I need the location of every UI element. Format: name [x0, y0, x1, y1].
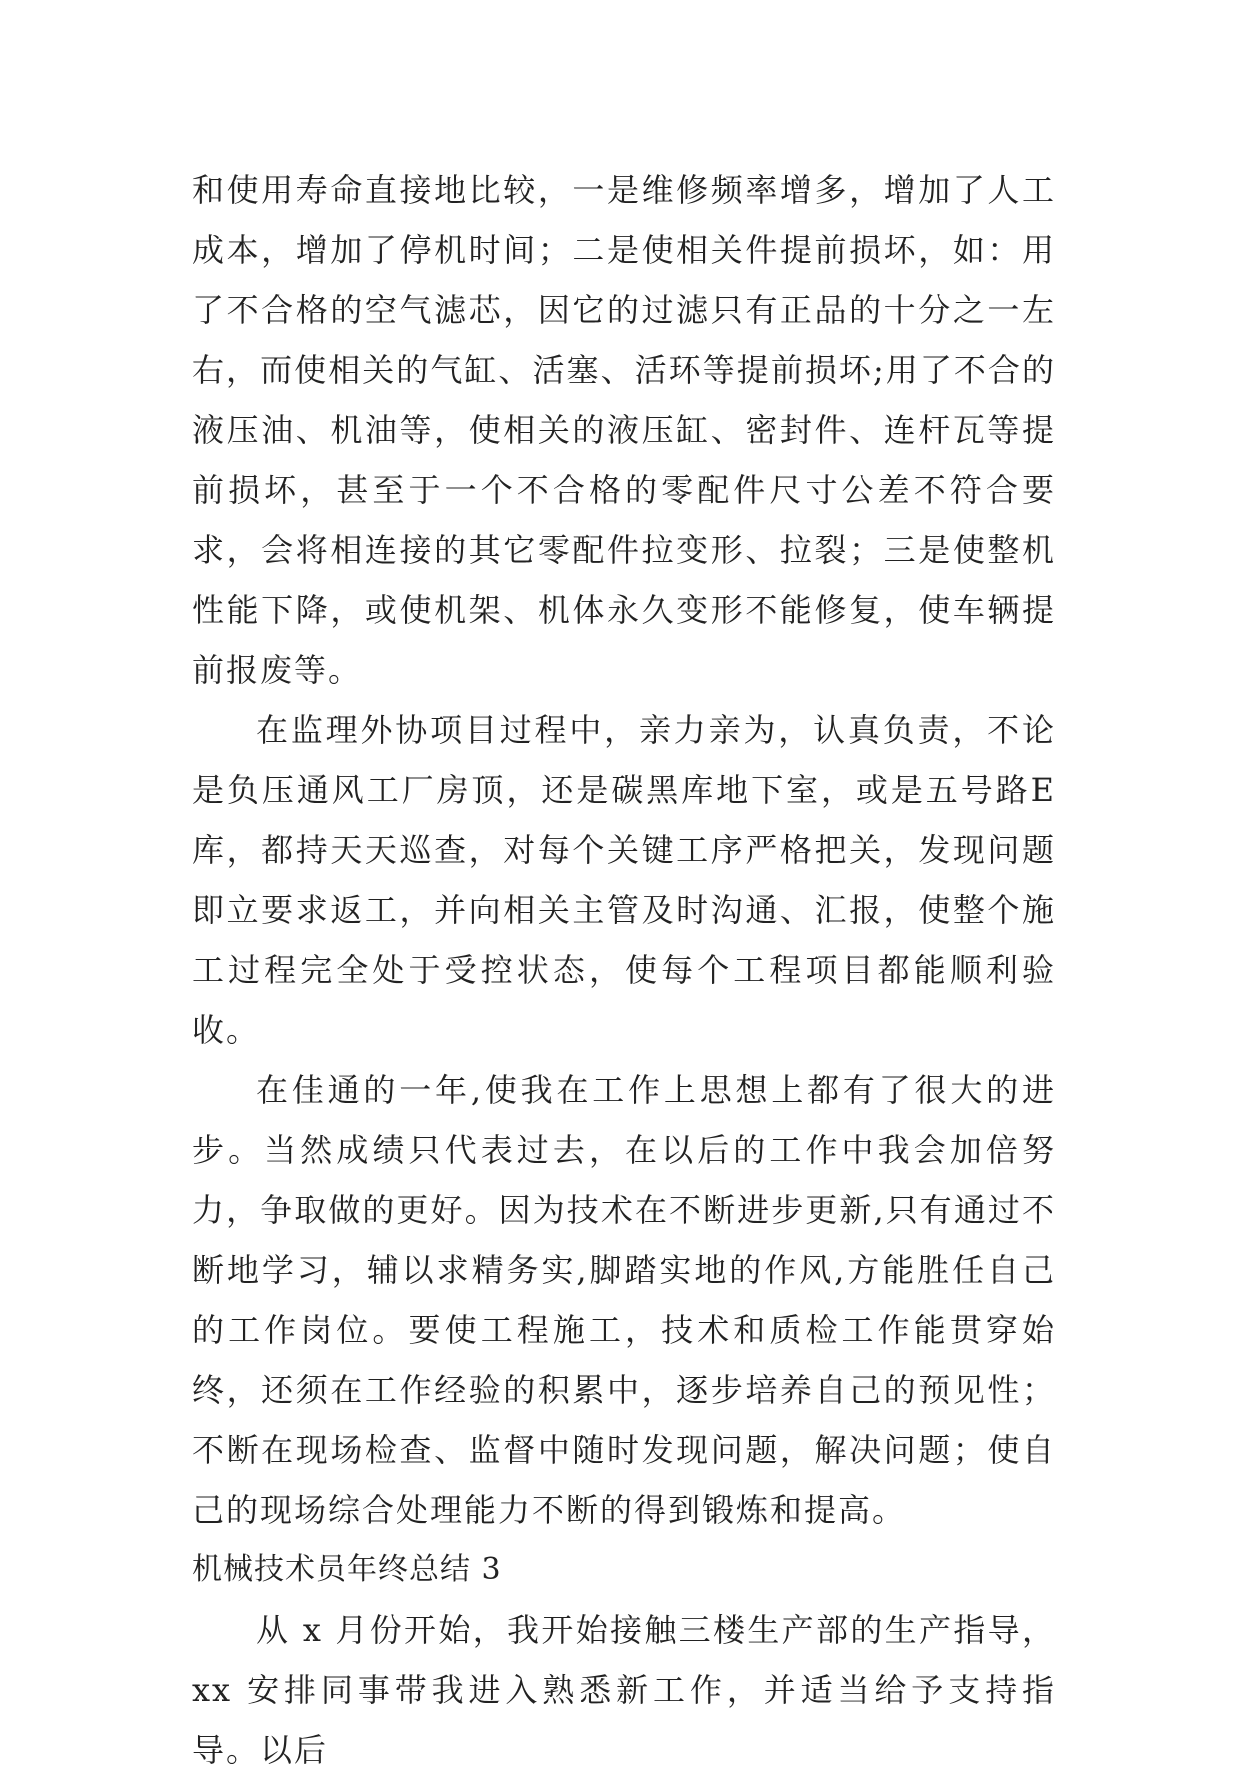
paragraph-progress: 在佳通的一年,使我在工作上思想上都有了很大的进步。当然成绩只代表过去，在以后的工作中我会加倍努力，争取做的更好。因为技术在不断进步更新,只有通过不断地学习，辅以求精务实,脚踏实地的作风,方能胜任自己的工作岗位。要使工程施工，技术和质检工作能贯穿始终，还须在工作经验的积累中，逐步培养自己的预见性；不断在现场检查、监督中随时发现问题，解决问题；使自己的现场综合处理能力不断的得到锻炼和提高。 [192, 1071, 1056, 1529]
paragraph-continuation: 和使用寿命直接地比较，一是维修频率增多，增加了人工成本，增加了停机时间；二是使相关件提前损坏，如：用了不合格的空气滤芯，因它的过滤只有正品的十分之一左右，而使相关的气缸、活塞、活环等提前损坏;用了不合的液压油、机油等，使相关的液压缸、密封件、连杆瓦等提前损坏，甚至于一个不合格的零配件尺寸公差不符合要求，会将相连接的其它零配件拉变形、拉裂；三是使整机性能下降，或使机架、机体永久变形不能修复，使车辆提前报废等。 [192, 171, 1056, 689]
paragraph-supervision: 在监理外协项目过程中，亲力亲为，认真负责，不论是负压通风工厂房顶，还是碳黑库地下室，或是五号路E库，都持天天巡查，对每个关键工序严格把关，发现问题即立要求返工，并向相关主管及时沟通、汇报，使整个施工过程完全处于受控状态，使每个工程项目都能顺利验收。 [192, 711, 1056, 1049]
document-body [192, 160, 1056, 1780]
section-title: 机械技术员年终总结 3 [192, 1552, 502, 1587]
paragraph-section-3: 从 x 月份开始，我开始接触三楼生产部的生产指导，xx 安排同事带我进入熟悉新工作，并适当给予支持指导。以后 [192, 1611, 1056, 1769]
